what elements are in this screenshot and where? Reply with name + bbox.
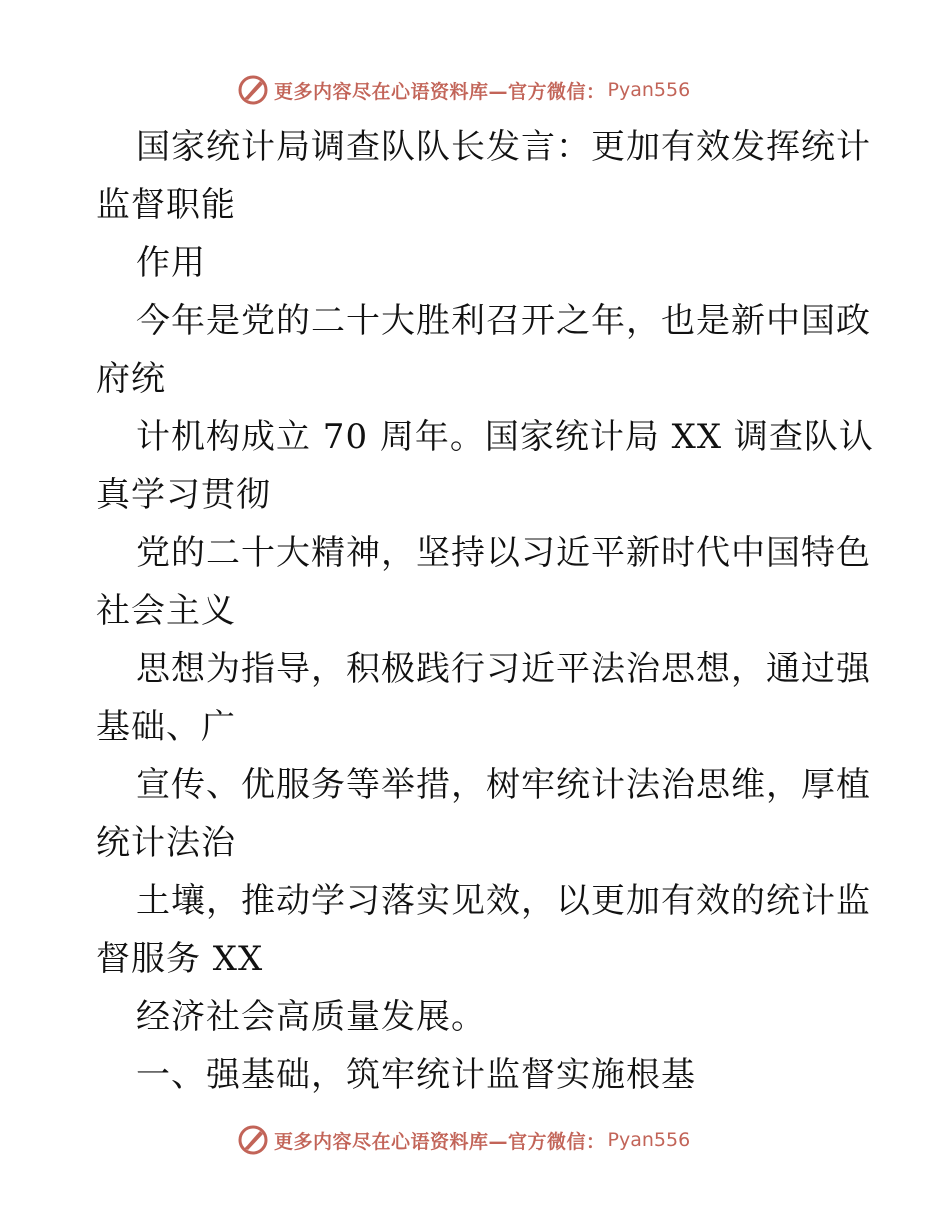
quill-pen-logo-icon: [236, 73, 270, 107]
text-line: 经济社会高质量发展。: [136, 997, 486, 1037]
banner-text: 更多内容尽在心语资料库—官方微信：: [274, 1130, 606, 1153]
banner-wechat-id: Pyan556: [607, 79, 691, 101]
banner-text: 更多内容尽在心语资料库—官方微信：: [274, 80, 606, 103]
text-line: 思想为指导，积极践行习近平法治思想，通过强: [136, 649, 871, 689]
footer-watermark-banner: [236, 1122, 690, 1158]
text-line: 真学习贯彻: [96, 475, 271, 515]
text-line: 党的二十大精神，坚持以习近平新时代中国特色: [136, 533, 871, 573]
quill-pen-logo-icon: [236, 1123, 270, 1157]
document-title-line-1: 国家统计局调查队队长发言：更加有效发挥统计: [136, 127, 871, 167]
banner-wechat-id: Pyan556: [607, 1129, 691, 1151]
text-line: 督服务 XX: [96, 939, 264, 979]
document-body: [96, 118, 874, 1104]
text-line: 宣传、优服务等举措，树牢统计法治思维，厚植: [136, 765, 871, 805]
section-heading: 一、强基础，筑牢统计监督实施根基: [136, 1055, 696, 1095]
text-line: 统计法治: [96, 823, 236, 863]
text-line: 作用: [136, 243, 206, 283]
text-line: 今年是党的二十大胜利召开之年，也是新中国政: [136, 301, 871, 341]
text-line: 计机构成立 70 周年。国家统计局 XX 调查队认: [136, 417, 874, 457]
header-watermark-banner: [236, 72, 690, 108]
text-line: 土壤，推动学习落实见效，以更加有效的统计监: [136, 881, 871, 921]
document-title-line-2: 监督职能: [96, 185, 236, 225]
text-line: 府统: [96, 359, 166, 399]
text-line: 基础、广: [96, 707, 236, 747]
text-line: 社会主义: [96, 591, 236, 631]
